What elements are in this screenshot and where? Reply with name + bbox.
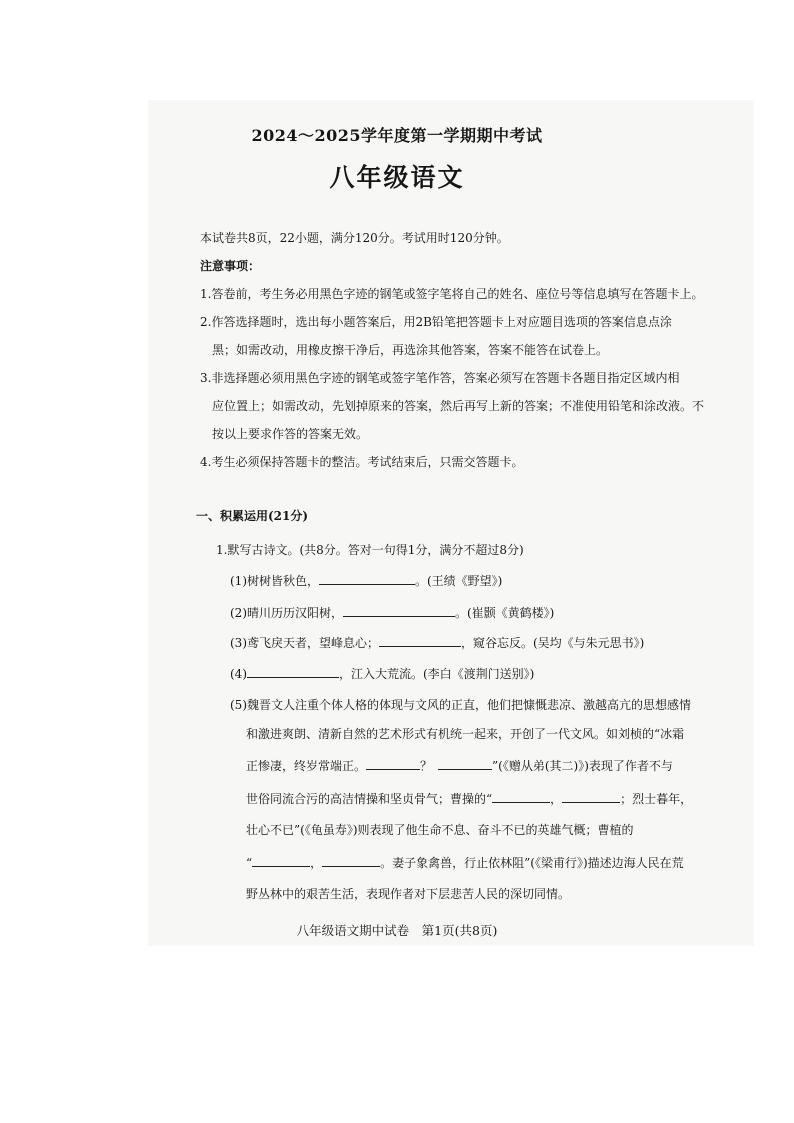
- notice-item-3-cont-2: 按以上要求作答的答案无效。: [212, 427, 369, 441]
- answer-blank[interactable]: [379, 634, 461, 647]
- answer-blank[interactable]: [322, 854, 380, 867]
- item-text: ，江入大荒流。(李白《渡荆门送别》): [339, 667, 535, 681]
- item-text: ；烈士暮年，: [620, 792, 693, 806]
- notice-item-3: 3.非选择题必须用黑色字迹的钢笔或签字笔作答，答案必须写在答题卡各题目指定区域内相: [200, 371, 680, 385]
- answer-blank[interactable]: [492, 790, 550, 803]
- question-1-item-5-line-2: 和激进爽朗、清新自然的艺术形式有机统一起来，开创了一代文风。如刘桢的“冰霜: [246, 727, 685, 741]
- item-text: (3)鸢飞戾天者，望峰息心；: [230, 636, 379, 650]
- item-text: (4): [230, 667, 247, 681]
- notice-item-2-cont: 黑；如需改动，用橡皮擦干净后，再选涂其他答案，答案不能答在试卷上。: [212, 343, 609, 357]
- item-text: ，: [310, 856, 323, 870]
- item-text: ”(《赠从弟(其二)》)表现了作者不与: [492, 759, 673, 773]
- item-text: 。(崔颢《黄鹤楼》): [455, 606, 555, 620]
- question-1-item-5-line-6: [246, 854, 684, 871]
- question-1-item-4: [230, 665, 534, 682]
- item-text: 。(王绩《野望》): [415, 574, 503, 588]
- notice-item-2: 2.作答选择题时，选出每小题答案后，用2B铅笔把答题卡上对应题目选项的答案信息点涂: [200, 315, 672, 329]
- answer-blank[interactable]: [366, 757, 420, 770]
- notice-heading: 注意事项：: [200, 259, 261, 273]
- question-1-item-1: [230, 572, 502, 589]
- exam-subtitle: 2024～2025学年度第一学期期中考试: [251, 126, 543, 145]
- item-text: 世俗同流合污的高洁情操和坚贞骨气；曹操的“: [246, 792, 493, 806]
- answer-blank[interactable]: [343, 604, 455, 617]
- question-1-item-5-line-3: [246, 757, 673, 774]
- question-1-item-5-line-4: [246, 790, 692, 807]
- question-1-item-5-line-7: 野丛林中的艰苦生活，表现作者对下层悲苦人民的深切同情。: [246, 887, 571, 901]
- item-text: “: [246, 856, 253, 870]
- item-text: 。妻子象禽兽，行止依林阻”(《梁甫行》)描述边海人民在荒: [380, 856, 684, 870]
- question-1-item-5-line-1: (5)魏晋文人注重个体人格的体现与文风的正直，他们把慷慨悲凉、激越高亢的思想感情: [230, 698, 692, 712]
- answer-blank[interactable]: [319, 572, 415, 585]
- answer-blank[interactable]: [247, 665, 339, 678]
- notice-item-1: 1.答卷前，考生务必用黑色字迹的钢笔或签字笔将自己的姓名、座位号等信息填写在答题卡上。: [200, 287, 704, 301]
- section-heading: 一、积累运用(21分): [196, 509, 309, 523]
- question-1-item-3: [230, 634, 644, 651]
- notice-item-3-cont: 应位置上；如需改动，先划掉原来的答案，然后再写上新的答案；不准使用铅笔和涂改液。不: [212, 399, 705, 413]
- item-text: ，窥谷忘反。(吴均《与朱元思书》): [461, 636, 645, 650]
- notice-item-4: 4.考生必须保持答题卡的整洁。考试结束后，只需交答题卡。: [200, 455, 524, 469]
- exam-summary: 本试卷共8页，22小题，满分120分。考试用时120分钟。: [200, 231, 509, 245]
- answer-blank[interactable]: [438, 757, 492, 770]
- item-text: 正惨凄，终岁常端正。: [246, 759, 367, 773]
- item-text: (1)树树皆秋色，: [230, 574, 319, 588]
- item-text: ？: [420, 759, 433, 773]
- question-1-item-5-line-5: 壮心不已”(《龟虽寿》)则表现了他生命不息、奋斗不已的英雄气概；曹植的: [246, 823, 634, 837]
- answer-blank[interactable]: [562, 790, 620, 803]
- item-text: (2)晴川历历汉阳树，: [230, 606, 343, 620]
- question-1-stem: 1.默写古诗文。(共8分。答对一句得1分，满分不超过8分): [216, 543, 524, 557]
- exam-title: 八年级语文: [329, 163, 465, 192]
- answer-blank[interactable]: [252, 854, 310, 867]
- page-footer: 八年级语文期中试卷 第1页(共8页): [296, 923, 498, 938]
- item-text: ，: [550, 792, 563, 806]
- question-1-item-2: [230, 604, 554, 621]
